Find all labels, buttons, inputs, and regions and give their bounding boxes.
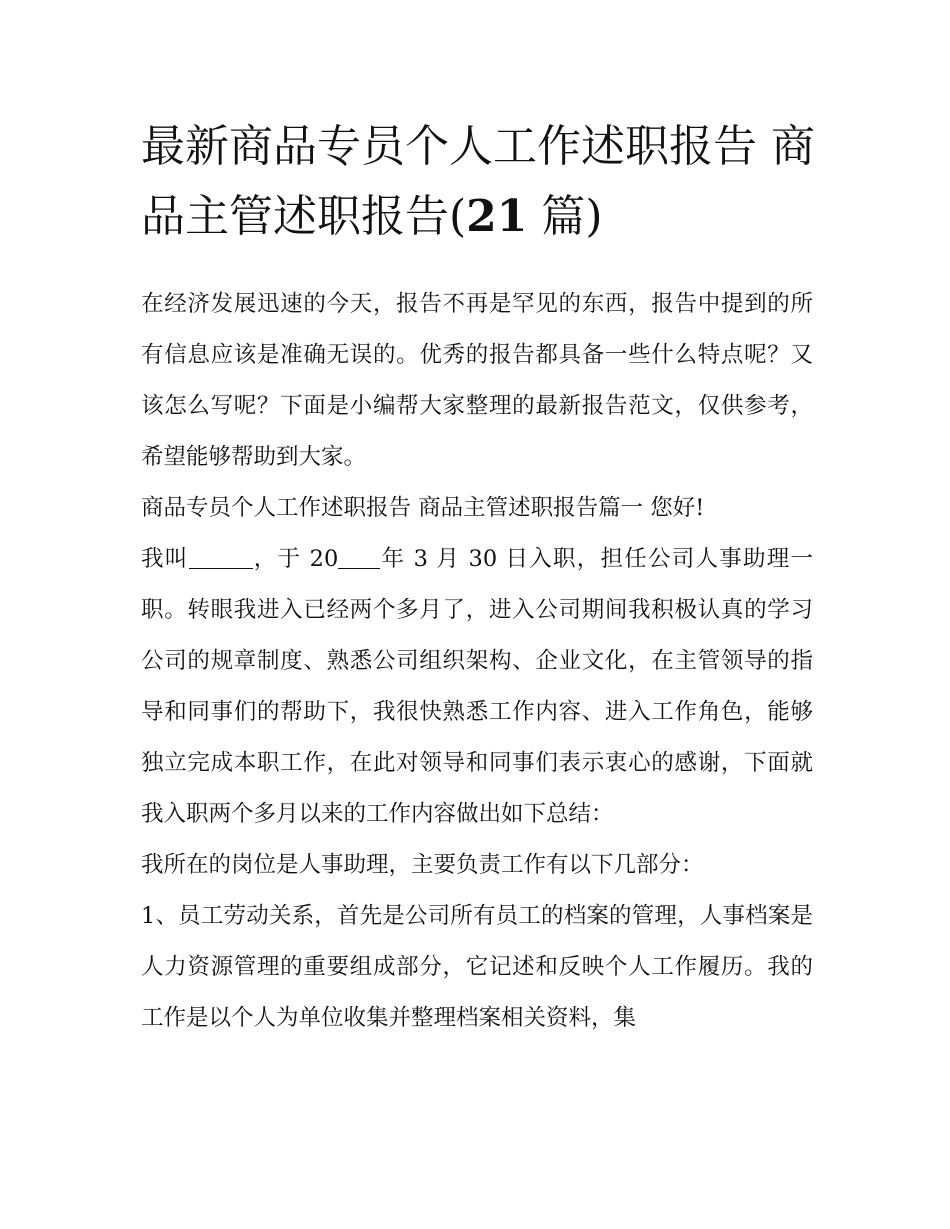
- document-body: [141, 279, 813, 1044]
- self-intro-paragraph: [141, 534, 813, 840]
- duty-item-1: 1、员工劳动关系，首先是公司所有员工的档案的管理，人事档案是人力资源管理的重要组成部分，它记述和反映个人工作履历。我的工作是以个人为单位收集并整理档案相关资料，集: [141, 903, 813, 1031]
- intro-paragraph: 在经济发展迅速的今天，报告不再是罕见的东西，报告中提到的所有信息应该是准确无误的。优秀的报告都具备一些什么特点呢？又该怎么写呢？下面是小编帮大家整理的最新报告范文，仅供参考，希望能够帮助到大家。: [141, 291, 813, 470]
- title-text-part1: 最新商品专员个人工作述职报告 商品主管述职报告(: [141, 121, 815, 242]
- year-blank-underline: [338, 546, 380, 570]
- duties-intro-paragraph: 我所在的岗位是人事助理，主要负责工作有以下几部分：: [141, 852, 704, 878]
- self-intro-text-a: 我叫: [141, 546, 189, 572]
- title-number: 21: [466, 191, 528, 242]
- self-intro-text-c: 年 3 月 30 日入职，担任公司人事助理一职。转眼我进入已经两个多月了，进入公司期间我积极认真的学习公司的规章制度、熟悉公司组织架构、企业文化，在主管领导的指导和同事们的帮助下，我很快熟悉工作内容、进入工作角色，能够独立完成本职工作，在此对领导和同事们表示衷心的感谢，下面就我入职两个多月以来的工作内容做出如下总结：: [141, 546, 813, 827]
- name-blank-underline: [189, 546, 253, 570]
- section-heading: 商品专员个人工作述职报告 商品主管述职报告篇一 您好!: [141, 495, 705, 521]
- title-text-part2: 篇): [527, 191, 603, 242]
- self-intro-text-b: ，于 20: [252, 546, 339, 572]
- document-title: [141, 112, 821, 252]
